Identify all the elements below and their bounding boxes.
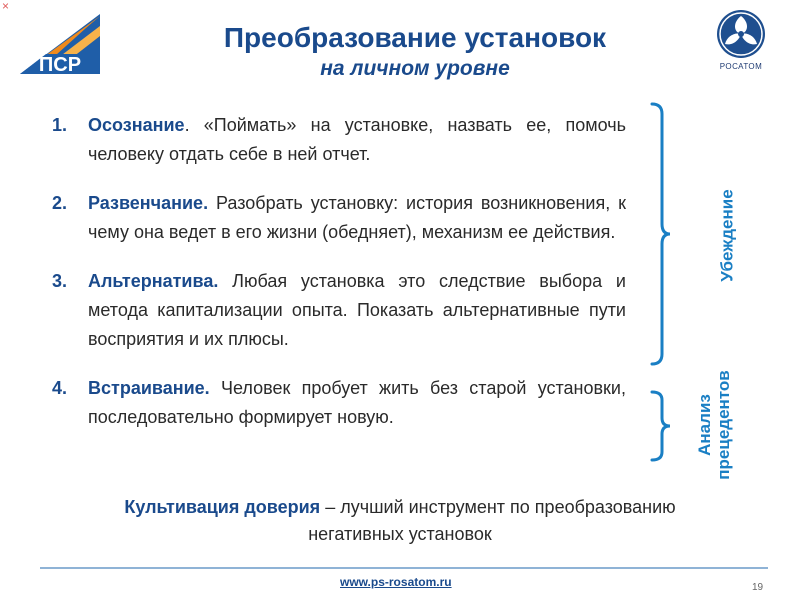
item-text: «Поймать» на установке, назвать ее, помочь человеку отдать себе в ней отчет. xyxy=(88,115,626,164)
psr-logo-text: ПСР xyxy=(38,54,82,76)
item-number: 3. xyxy=(52,271,68,291)
summary-text: – лучший инструмент по преобразованию негативных установок xyxy=(308,497,676,544)
corner-mark: × xyxy=(2,0,10,13)
label-precedent-line2: прецедентов xyxy=(714,370,733,480)
rosatom-atom-icon xyxy=(715,8,767,60)
item-heading-suffix: . xyxy=(184,115,190,135)
item-text: Разобрать установку: история возникновения, к чему она ведет в его жизни (обедняет), механизм ее действия. xyxy=(88,193,626,242)
item-heading: Осознание xyxy=(88,115,185,135)
summary-note xyxy=(120,494,680,548)
label-conviction: Убеждение xyxy=(717,189,737,282)
steps-list xyxy=(52,111,626,432)
summary-accent: Культивация доверия xyxy=(124,497,321,517)
item-number: 2. xyxy=(52,193,68,213)
item-text: Любая установка это следствие выбора и метода капитализации опыта. Показать альтернативные пути восприятия и их плюсы. xyxy=(88,271,626,349)
upper-brace xyxy=(648,100,672,368)
list-item xyxy=(52,267,626,354)
lower-brace xyxy=(648,388,672,464)
rosatom-logo-caption: РОСАТОМ xyxy=(719,62,763,71)
item-heading: Альтернатива. xyxy=(88,271,219,291)
page-title: Преобразование установок xyxy=(223,22,607,53)
item-heading: Встраивание. xyxy=(88,378,210,398)
list-item xyxy=(52,189,626,247)
list-item xyxy=(52,374,626,432)
label-precedent-line1: Анализ xyxy=(695,394,714,456)
page-number: 19 xyxy=(752,582,764,593)
page-subtitle: на личном уровне xyxy=(320,57,510,80)
item-number: 4. xyxy=(52,378,68,398)
list-item xyxy=(52,111,626,169)
item-number: 1. xyxy=(52,115,68,135)
website-link[interactable]: www.ps-rosatom.ru xyxy=(340,575,452,589)
item-text: Человек пробует жить без старой установки, последовательно формирует новую. xyxy=(88,378,626,427)
psr-logo-graphic xyxy=(16,8,106,78)
rosatom-logo xyxy=(708,8,774,78)
psr-logo xyxy=(16,8,106,78)
label-precedent-analysis xyxy=(695,360,735,490)
footer-divider xyxy=(40,567,768,569)
item-heading: Развенчание. xyxy=(88,193,209,213)
